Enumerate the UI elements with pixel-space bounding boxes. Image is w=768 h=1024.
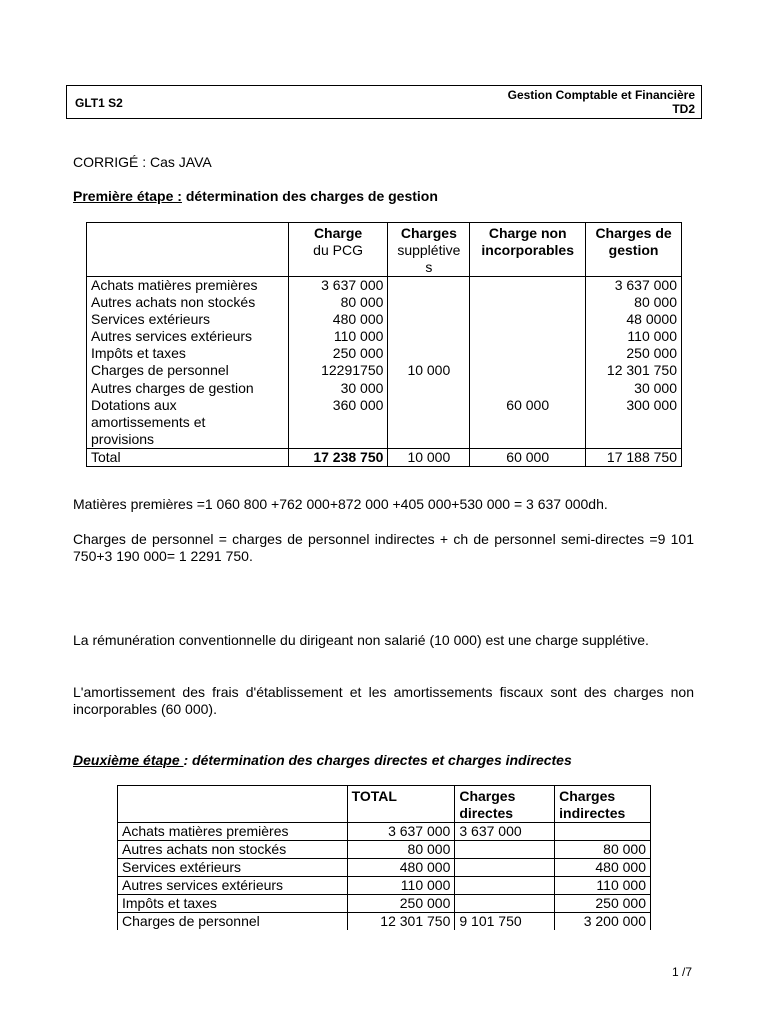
step2-text: : détermination des charges directes et charges indirectes (183, 752, 572, 768)
table2-row-directes: 9 101 750 (455, 913, 555, 931)
table2-row-label: Services extérieurs (118, 859, 348, 877)
table1-labels: Achats matières premières Autres achats non stockés Services extérieurs Autres services extérieurs Impôts et taxes Charges de personnel Autres charges de gestion Dotations aux amortissements et provisions (87, 277, 289, 449)
table-row (118, 841, 651, 859)
table2-row-directes (455, 877, 555, 895)
table1-non-incorporables-values: 60 000 (470, 277, 586, 449)
step1-label: Première étape : (73, 188, 182, 204)
charges-gestion-table (86, 222, 682, 467)
table1-header-row (87, 223, 682, 277)
table2-row-directes (455, 859, 555, 877)
table2-header-directes: Charges directes (455, 786, 555, 823)
table2-row-label: Autres achats non stockés (118, 841, 348, 859)
table1-header-pcg: Charge du PCG (288, 223, 388, 277)
table2-row-label: Charges de personnel (118, 913, 348, 931)
paragraph-amortissement: L'amortissement des frais d'établissement et les amortissements fiscaux sont des charges non incorporables (60 000). (73, 684, 694, 717)
table2-row-label: Achats matières premières (118, 823, 348, 841)
table1-header-non-incorporables: Charge non incorporables (470, 223, 586, 277)
table-row (118, 877, 651, 895)
table2-row-label: Autres services extérieurs (118, 877, 348, 895)
table1-total-non-incorporables: 60 000 (470, 448, 586, 466)
table2-row-indirectes: 250 000 (555, 895, 651, 913)
table1-pcg-values: 3 637 000 80 000 480 000 110 000 250 000 12291750 30 000 360 000 (288, 277, 388, 449)
table1-total-suppletives: 10 000 (388, 448, 470, 466)
table1-header-suppletives: Charges supplétive s (388, 223, 470, 277)
step2-label: Deuxième étape (73, 752, 184, 768)
table1-header-gestion: Charges de gestion (586, 223, 682, 277)
table-row (118, 859, 651, 877)
table2-row-indirectes (555, 823, 651, 841)
table2-row-total: 12 301 750 (347, 913, 455, 931)
paragraph-charges-personnel: Charges de personnel = charges de personnel indirectes + ch de personnel semi-directes =9 101 750+3 190 000= 1 2291 750. (73, 531, 694, 564)
table2-row-indirectes: 110 000 (555, 877, 651, 895)
table1-header-label (87, 223, 289, 277)
page-header-box (66, 85, 702, 119)
table2-row-indirectes: 80 000 (555, 841, 651, 859)
table-row (118, 895, 651, 913)
table1-suppletives-values: 10 000 (388, 277, 470, 449)
step2-heading (73, 752, 572, 769)
table1-gestion-values: 3 637 000 80 000 48 0000 110 000 250 000 12 301 750 30 000 300 000 (586, 277, 682, 449)
table2-row-directes: 3 637 000 (455, 823, 555, 841)
document-title: CORRIGÉ : Cas JAVA (73, 154, 212, 170)
table1-total-pcg: 17 238 750 (288, 448, 388, 466)
table2-header-label (118, 786, 348, 823)
page-number: 1 /7 (671, 965, 692, 979)
table2-row-directes (455, 841, 555, 859)
table2-header-indirectes: Charges indirectes (555, 786, 651, 823)
course-title-line2: TD2 (672, 102, 695, 116)
table2-row-indirectes: 3 200 000 (555, 913, 651, 931)
course-title-line1: Gestion Comptable et Financière (507, 88, 695, 102)
paragraph-matieres-premieres: Matières premières =1 060 800 +762 000+872 000 +405 000+530 000 = 3 637 000dh. (73, 496, 608, 512)
table2-row-total: 110 000 (347, 877, 455, 895)
table2-row-total: 250 000 (347, 895, 455, 913)
step1-heading (73, 188, 438, 205)
course-title (508, 88, 695, 116)
table2-row-total: 3 637 000 (347, 823, 455, 841)
charges-directes-table (117, 785, 651, 930)
table2-row-total: 480 000 (347, 859, 455, 877)
table1-body-row (87, 277, 682, 449)
course-code: GLT1 S2 (75, 96, 123, 110)
table1-total-gestion: 17 188 750 (586, 448, 682, 466)
table2-header-total: TOTAL (347, 786, 455, 823)
step1-text: détermination des charges de gestion (181, 188, 438, 204)
table1-total-row (87, 448, 682, 466)
table-row (118, 823, 651, 841)
table1-total-label: Total (87, 448, 289, 466)
table2-row-total: 80 000 (347, 841, 455, 859)
paragraph-remuneration: La rémunération conventionnelle du dirigeant non salarié (10 000) est une charge supplétive. (73, 632, 649, 648)
table2-row-label: Impôts et taxes (118, 895, 348, 913)
table2-row-directes (455, 895, 555, 913)
table2-header-row (118, 786, 651, 823)
table2-row-indirectes: 480 000 (555, 859, 651, 877)
table-row (118, 913, 651, 931)
